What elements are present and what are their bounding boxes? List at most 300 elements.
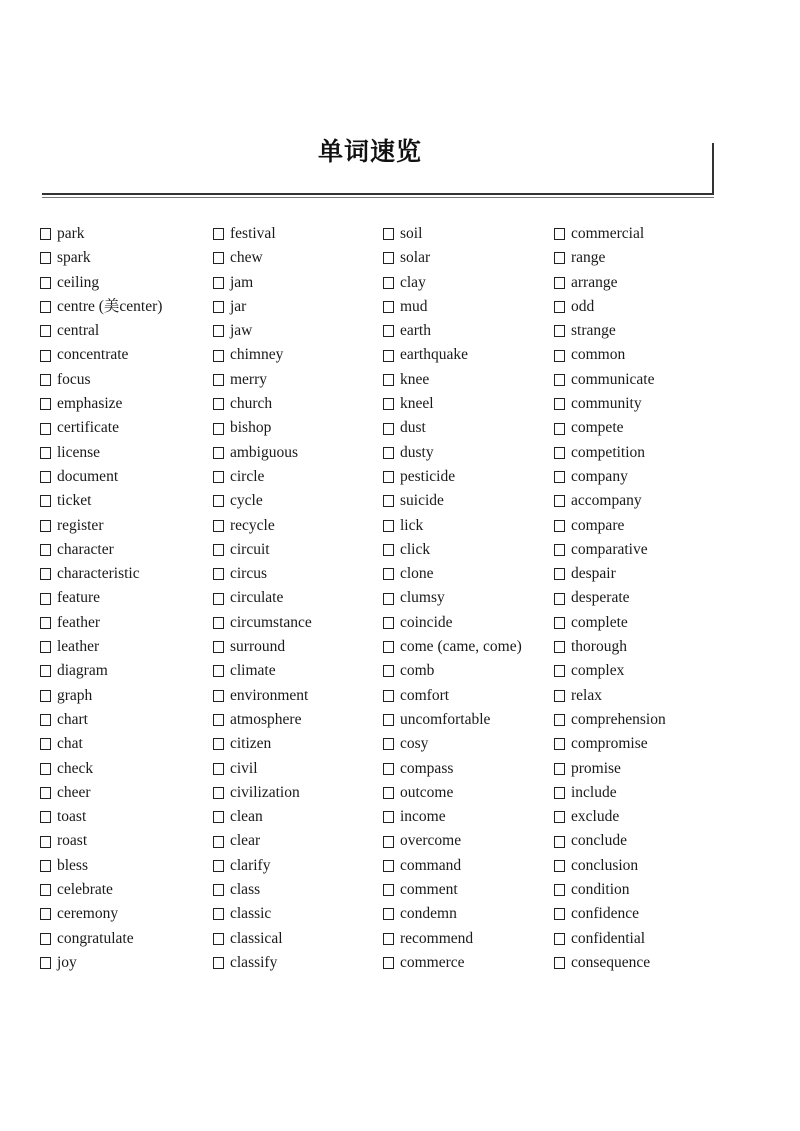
- word-text: church: [230, 395, 273, 413]
- checkbox-icon[interactable]: [554, 544, 565, 556]
- word-text: commerce: [400, 953, 465, 971]
- checkbox-icon[interactable]: [40, 350, 51, 362]
- word-text: chew: [230, 249, 263, 267]
- checkbox-icon[interactable]: [40, 787, 51, 799]
- word-text: check: [57, 759, 94, 777]
- word-item: [213, 271, 312, 295]
- checkbox-icon[interactable]: [554, 787, 565, 799]
- word-text: comment: [400, 881, 458, 899]
- checkbox-icon[interactable]: [213, 908, 224, 920]
- word-text: environment: [230, 686, 309, 704]
- checkbox-icon[interactable]: [213, 884, 224, 896]
- word-item: [554, 295, 666, 319]
- word-column-1: [40, 222, 162, 975]
- word-item: [554, 562, 666, 586]
- checkbox-icon[interactable]: [213, 471, 224, 483]
- word-item: [213, 757, 312, 781]
- checkbox-icon[interactable]: [554, 593, 565, 605]
- checkbox-icon[interactable]: [383, 690, 394, 702]
- checkbox-icon[interactable]: [40, 933, 51, 945]
- checkbox-icon[interactable]: [554, 884, 565, 896]
- word-item: [554, 246, 666, 270]
- checkbox-icon[interactable]: [383, 884, 394, 896]
- word-text: soil: [400, 225, 423, 242]
- word-text: chimney: [230, 346, 284, 364]
- word-text: compete: [571, 419, 624, 437]
- checkbox-icon[interactable]: [213, 447, 224, 459]
- word-item: [40, 222, 162, 246]
- checkbox-icon[interactable]: [554, 714, 565, 726]
- checkbox-icon[interactable]: [213, 763, 224, 775]
- checkbox-icon[interactable]: [40, 593, 51, 605]
- checkbox-icon[interactable]: [554, 665, 565, 677]
- word-text: recycle: [230, 516, 275, 534]
- word-text: toast: [57, 808, 87, 826]
- checkbox-icon[interactable]: [213, 520, 224, 532]
- word-text: jam: [230, 273, 254, 291]
- word-item: [383, 684, 522, 708]
- word-text: click: [400, 540, 431, 558]
- word-text: roast: [57, 832, 88, 850]
- word-text: bishop: [230, 419, 272, 437]
- word-text: relax: [571, 686, 602, 704]
- word-text: comprehension: [571, 710, 666, 728]
- word-item: [383, 246, 522, 270]
- checkbox-icon[interactable]: [213, 665, 224, 677]
- word-item: [40, 368, 162, 392]
- checkbox-icon[interactable]: [383, 908, 394, 920]
- word-item: [383, 635, 522, 659]
- checkbox-icon[interactable]: [40, 544, 51, 556]
- checkbox-icon[interactable]: [554, 325, 565, 337]
- checkbox-icon[interactable]: [213, 690, 224, 702]
- word-list: [0, 222, 800, 982]
- checkbox-icon[interactable]: [213, 568, 224, 580]
- word-item: [554, 489, 666, 513]
- checkbox-icon[interactable]: [554, 933, 565, 945]
- header-rule-vertical: [712, 143, 714, 195]
- word-item: [40, 246, 162, 270]
- word-item: [383, 392, 522, 416]
- word-item: [40, 586, 162, 610]
- word-item: [554, 757, 666, 781]
- checkbox-icon[interactable]: [383, 495, 394, 507]
- word-item: [40, 465, 162, 489]
- word-text: earth: [400, 322, 431, 340]
- word-item: [213, 829, 312, 853]
- checkbox-icon[interactable]: [554, 617, 565, 629]
- checkbox-icon[interactable]: [554, 860, 565, 872]
- word-text: confidence: [571, 905, 639, 923]
- word-text: community: [571, 395, 642, 413]
- checkbox-icon[interactable]: [554, 350, 565, 362]
- checkbox-icon[interactable]: [40, 763, 51, 775]
- checkbox-icon[interactable]: [554, 957, 565, 969]
- word-text: chart: [57, 710, 88, 728]
- word-item: [554, 343, 666, 367]
- word-item: [383, 951, 522, 975]
- checkbox-icon[interactable]: [213, 738, 224, 750]
- word-text: uncomfortable: [400, 710, 491, 728]
- word-item: [40, 611, 162, 635]
- word-item: [40, 441, 162, 465]
- word-text: pesticide: [400, 467, 456, 485]
- word-text: certificate: [57, 419, 119, 437]
- checkbox-icon[interactable]: [383, 301, 394, 313]
- word-item: [40, 514, 162, 538]
- checkbox-icon[interactable]: [554, 495, 565, 507]
- checkbox-icon[interactable]: [383, 252, 394, 264]
- checkbox-icon[interactable]: [40, 836, 51, 848]
- word-item: [40, 951, 162, 975]
- word-text: odd: [571, 297, 595, 315]
- checkbox-icon[interactable]: [383, 763, 394, 775]
- word-text: clumsy: [400, 589, 445, 607]
- checkbox-icon[interactable]: [383, 350, 394, 362]
- word-text: strange: [571, 322, 616, 340]
- word-item: [554, 271, 666, 295]
- word-text: bless: [57, 856, 88, 874]
- word-item: [213, 343, 312, 367]
- word-item: [213, 854, 312, 878]
- checkbox-icon[interactable]: [213, 277, 224, 289]
- checkbox-icon[interactable]: [40, 690, 51, 702]
- checkbox-icon[interactable]: [213, 544, 224, 556]
- word-text: congratulate: [57, 929, 134, 947]
- word-item: [383, 465, 522, 489]
- word-item: [40, 708, 162, 732]
- checkbox-icon[interactable]: [554, 447, 565, 459]
- word-text: despair: [571, 565, 616, 583]
- word-item: [554, 854, 666, 878]
- word-text: complex: [571, 662, 625, 680]
- word-item: [213, 586, 312, 610]
- word-item: [40, 781, 162, 805]
- word-item: [40, 538, 162, 562]
- checkbox-icon[interactable]: [554, 568, 565, 580]
- checkbox-icon[interactable]: [554, 641, 565, 653]
- word-text: lick: [400, 516, 424, 534]
- checkbox-icon[interactable]: [554, 811, 565, 823]
- word-item: [213, 878, 312, 902]
- checkbox-icon[interactable]: [554, 423, 565, 435]
- word-text: ceremony: [57, 905, 119, 923]
- checkbox-icon[interactable]: [40, 301, 51, 313]
- word-text: complete: [571, 613, 628, 631]
- checkbox-icon[interactable]: [383, 423, 394, 435]
- word-text: classic: [230, 905, 272, 923]
- checkbox-icon[interactable]: [383, 398, 394, 410]
- checkbox-icon[interactable]: [213, 350, 224, 362]
- checkbox-icon[interactable]: [213, 228, 224, 240]
- checkbox-icon[interactable]: [213, 617, 224, 629]
- word-item: [383, 902, 522, 926]
- word-item: [554, 441, 666, 465]
- word-item: [554, 878, 666, 902]
- checkbox-icon[interactable]: [40, 228, 51, 240]
- word-text: concentrate: [57, 346, 129, 364]
- word-text: joy: [57, 953, 77, 971]
- word-item: [213, 465, 312, 489]
- checkbox-icon[interactable]: [40, 714, 51, 726]
- checkbox-icon[interactable]: [40, 398, 51, 410]
- word-text: conclusion: [571, 856, 639, 874]
- checkbox-icon[interactable]: [383, 471, 394, 483]
- word-item: [554, 659, 666, 683]
- checkbox-icon[interactable]: [213, 423, 224, 435]
- checkbox-icon[interactable]: [213, 301, 224, 313]
- checkbox-icon[interactable]: [213, 836, 224, 848]
- word-text: desperate: [571, 589, 630, 607]
- word-item: [213, 222, 312, 246]
- checkbox-icon[interactable]: [383, 641, 394, 653]
- checkbox-icon[interactable]: [40, 325, 51, 337]
- word-item: [383, 805, 522, 829]
- word-text: clean: [230, 808, 263, 826]
- word-text: suicide: [400, 492, 444, 510]
- word-text: jaw: [230, 322, 253, 340]
- word-item: [40, 854, 162, 878]
- checkbox-icon[interactable]: [40, 277, 51, 289]
- word-item: [213, 781, 312, 805]
- checkbox-icon[interactable]: [383, 277, 394, 289]
- word-text: classify: [230, 953, 278, 971]
- word-item: [554, 732, 666, 756]
- checkbox-icon[interactable]: [554, 690, 565, 702]
- checkbox-icon[interactable]: [554, 738, 565, 750]
- header-rule-thin: [42, 197, 714, 198]
- word-item: [554, 392, 666, 416]
- checkbox-icon[interactable]: [554, 908, 565, 920]
- checkbox-icon[interactable]: [554, 301, 565, 313]
- checkbox-icon[interactable]: [40, 957, 51, 969]
- checkbox-icon[interactable]: [40, 423, 51, 435]
- word-item: [40, 805, 162, 829]
- word-item: [40, 878, 162, 902]
- checkbox-icon[interactable]: [213, 374, 224, 386]
- word-text: diagram: [57, 662, 108, 680]
- word-item: [554, 538, 666, 562]
- word-item: [383, 878, 522, 902]
- checkbox-icon[interactable]: [383, 325, 394, 337]
- word-item: [554, 319, 666, 343]
- checkbox-icon[interactable]: [383, 811, 394, 823]
- word-text: clone: [400, 565, 434, 583]
- checkbox-icon[interactable]: [40, 884, 51, 896]
- word-item: [213, 368, 312, 392]
- word-item: [40, 343, 162, 367]
- checkbox-icon[interactable]: [40, 908, 51, 920]
- word-text: climate: [230, 662, 276, 680]
- word-text: register: [57, 516, 104, 534]
- checkbox-icon[interactable]: [383, 520, 394, 532]
- checkbox-icon[interactable]: [383, 933, 394, 945]
- word-text: graph: [57, 686, 93, 704]
- checkbox-icon[interactable]: [213, 252, 224, 264]
- checkbox-icon[interactable]: [213, 593, 224, 605]
- word-item: [383, 295, 522, 319]
- word-text: surround: [230, 638, 286, 656]
- word-text: circumstance: [230, 613, 312, 631]
- word-item: [40, 659, 162, 683]
- checkbox-icon[interactable]: [383, 860, 394, 872]
- checkbox-icon[interactable]: [213, 641, 224, 653]
- word-text: compass: [400, 759, 454, 777]
- checkbox-icon[interactable]: [554, 520, 565, 532]
- checkbox-icon[interactable]: [554, 252, 565, 264]
- word-item: [213, 246, 312, 270]
- word-item: [213, 635, 312, 659]
- word-text: focus: [57, 370, 91, 388]
- checkbox-icon[interactable]: [40, 617, 51, 629]
- checkbox-icon[interactable]: [40, 665, 51, 677]
- word-text: accompany: [571, 492, 642, 510]
- word-item: [554, 416, 666, 440]
- checkbox-icon[interactable]: [383, 714, 394, 726]
- header-rule-thick: [42, 193, 714, 195]
- checkbox-icon[interactable]: [213, 398, 224, 410]
- word-text: comb: [400, 662, 435, 680]
- checkbox-icon[interactable]: [213, 957, 224, 969]
- checkbox-icon[interactable]: [383, 544, 394, 556]
- word-item: [383, 611, 522, 635]
- word-text: kneel: [400, 395, 434, 413]
- checkbox-icon[interactable]: [383, 228, 394, 240]
- word-item: [554, 684, 666, 708]
- checkbox-icon[interactable]: [383, 665, 394, 677]
- word-item: [383, 708, 522, 732]
- checkbox-icon[interactable]: [554, 471, 565, 483]
- checkbox-icon[interactable]: [213, 811, 224, 823]
- word-text: characteristic: [57, 565, 140, 583]
- word-item: [40, 757, 162, 781]
- word-text: circulate: [230, 589, 284, 607]
- word-text: festival: [230, 225, 276, 242]
- word-item: [40, 635, 162, 659]
- word-item: [383, 586, 522, 610]
- checkbox-icon[interactable]: [40, 471, 51, 483]
- checkbox-icon[interactable]: [213, 325, 224, 337]
- word-item: [213, 392, 312, 416]
- word-text: income: [400, 808, 446, 826]
- checkbox-icon[interactable]: [554, 398, 565, 410]
- word-item: [554, 708, 666, 732]
- checkbox-icon[interactable]: [40, 860, 51, 872]
- word-text: comparative: [571, 540, 648, 558]
- checkbox-icon[interactable]: [383, 787, 394, 799]
- word-item: [213, 805, 312, 829]
- word-text: solar: [400, 249, 431, 267]
- word-text: ceiling: [57, 273, 100, 291]
- checkbox-icon[interactable]: [383, 836, 394, 848]
- checkbox-icon[interactable]: [40, 495, 51, 507]
- word-text: compromise: [571, 735, 648, 753]
- word-text: consequence: [571, 953, 651, 971]
- word-item: [554, 222, 666, 246]
- checkbox-icon[interactable]: [383, 447, 394, 459]
- word-item: [383, 562, 522, 586]
- word-item: [554, 951, 666, 975]
- word-item: [383, 659, 522, 683]
- checkbox-icon[interactable]: [383, 568, 394, 580]
- word-text: civilization: [230, 783, 300, 801]
- checkbox-icon[interactable]: [383, 957, 394, 969]
- word-text: leather: [57, 638, 100, 656]
- word-item: [213, 732, 312, 756]
- word-item: [554, 829, 666, 853]
- word-column-2: [213, 222, 312, 975]
- word-item: [40, 684, 162, 708]
- word-text: circle: [230, 467, 265, 485]
- word-item: [213, 659, 312, 683]
- checkbox-icon[interactable]: [213, 495, 224, 507]
- word-item: [40, 732, 162, 756]
- word-text: recommend: [400, 929, 474, 947]
- word-text: range: [571, 249, 606, 267]
- checkbox-icon[interactable]: [383, 374, 394, 386]
- word-column-3: [383, 222, 522, 975]
- checkbox-icon[interactable]: [40, 374, 51, 386]
- checkbox-icon[interactable]: [383, 617, 394, 629]
- checkbox-icon[interactable]: [554, 763, 565, 775]
- checkbox-icon[interactable]: [554, 228, 565, 240]
- word-text: chat: [57, 735, 83, 753]
- word-text: condemn: [400, 905, 457, 923]
- word-item: [554, 465, 666, 489]
- word-item: [40, 562, 162, 586]
- word-text: confidential: [571, 929, 646, 947]
- word-text: clarify: [230, 856, 271, 874]
- word-text: knee: [400, 370, 430, 388]
- word-item: [213, 562, 312, 586]
- word-text: exclude: [571, 808, 620, 826]
- word-item: [213, 684, 312, 708]
- word-item: [213, 514, 312, 538]
- checkbox-icon[interactable]: [40, 568, 51, 580]
- word-text: character: [57, 540, 114, 558]
- word-text: thorough: [571, 638, 627, 656]
- checkbox-icon[interactable]: [40, 252, 51, 264]
- checkbox-icon[interactable]: [213, 933, 224, 945]
- word-item: [213, 441, 312, 465]
- checkbox-icon[interactable]: [40, 738, 51, 750]
- checkbox-icon[interactable]: [213, 787, 224, 799]
- word-item: [554, 635, 666, 659]
- checkbox-icon[interactable]: [40, 447, 51, 459]
- word-item: [383, 757, 522, 781]
- checkbox-icon[interactable]: [554, 836, 565, 848]
- word-item: [40, 927, 162, 951]
- word-text: atmosphere: [230, 710, 302, 728]
- word-text: ticket: [57, 492, 92, 510]
- checkbox-icon[interactable]: [40, 811, 51, 823]
- checkbox-icon[interactable]: [554, 374, 565, 386]
- checkbox-icon[interactable]: [383, 593, 394, 605]
- checkbox-icon[interactable]: [383, 738, 394, 750]
- checkbox-icon[interactable]: [40, 520, 51, 532]
- word-item: [213, 295, 312, 319]
- checkbox-icon[interactable]: [213, 714, 224, 726]
- checkbox-icon[interactable]: [554, 277, 565, 289]
- word-item: [554, 514, 666, 538]
- checkbox-icon[interactable]: [40, 641, 51, 653]
- word-text: mud: [400, 297, 428, 315]
- word-item: [40, 829, 162, 853]
- word-text: civil: [230, 759, 258, 777]
- word-text: jar: [230, 297, 247, 315]
- word-text: arrange: [571, 273, 618, 291]
- checkbox-icon[interactable]: [213, 860, 224, 872]
